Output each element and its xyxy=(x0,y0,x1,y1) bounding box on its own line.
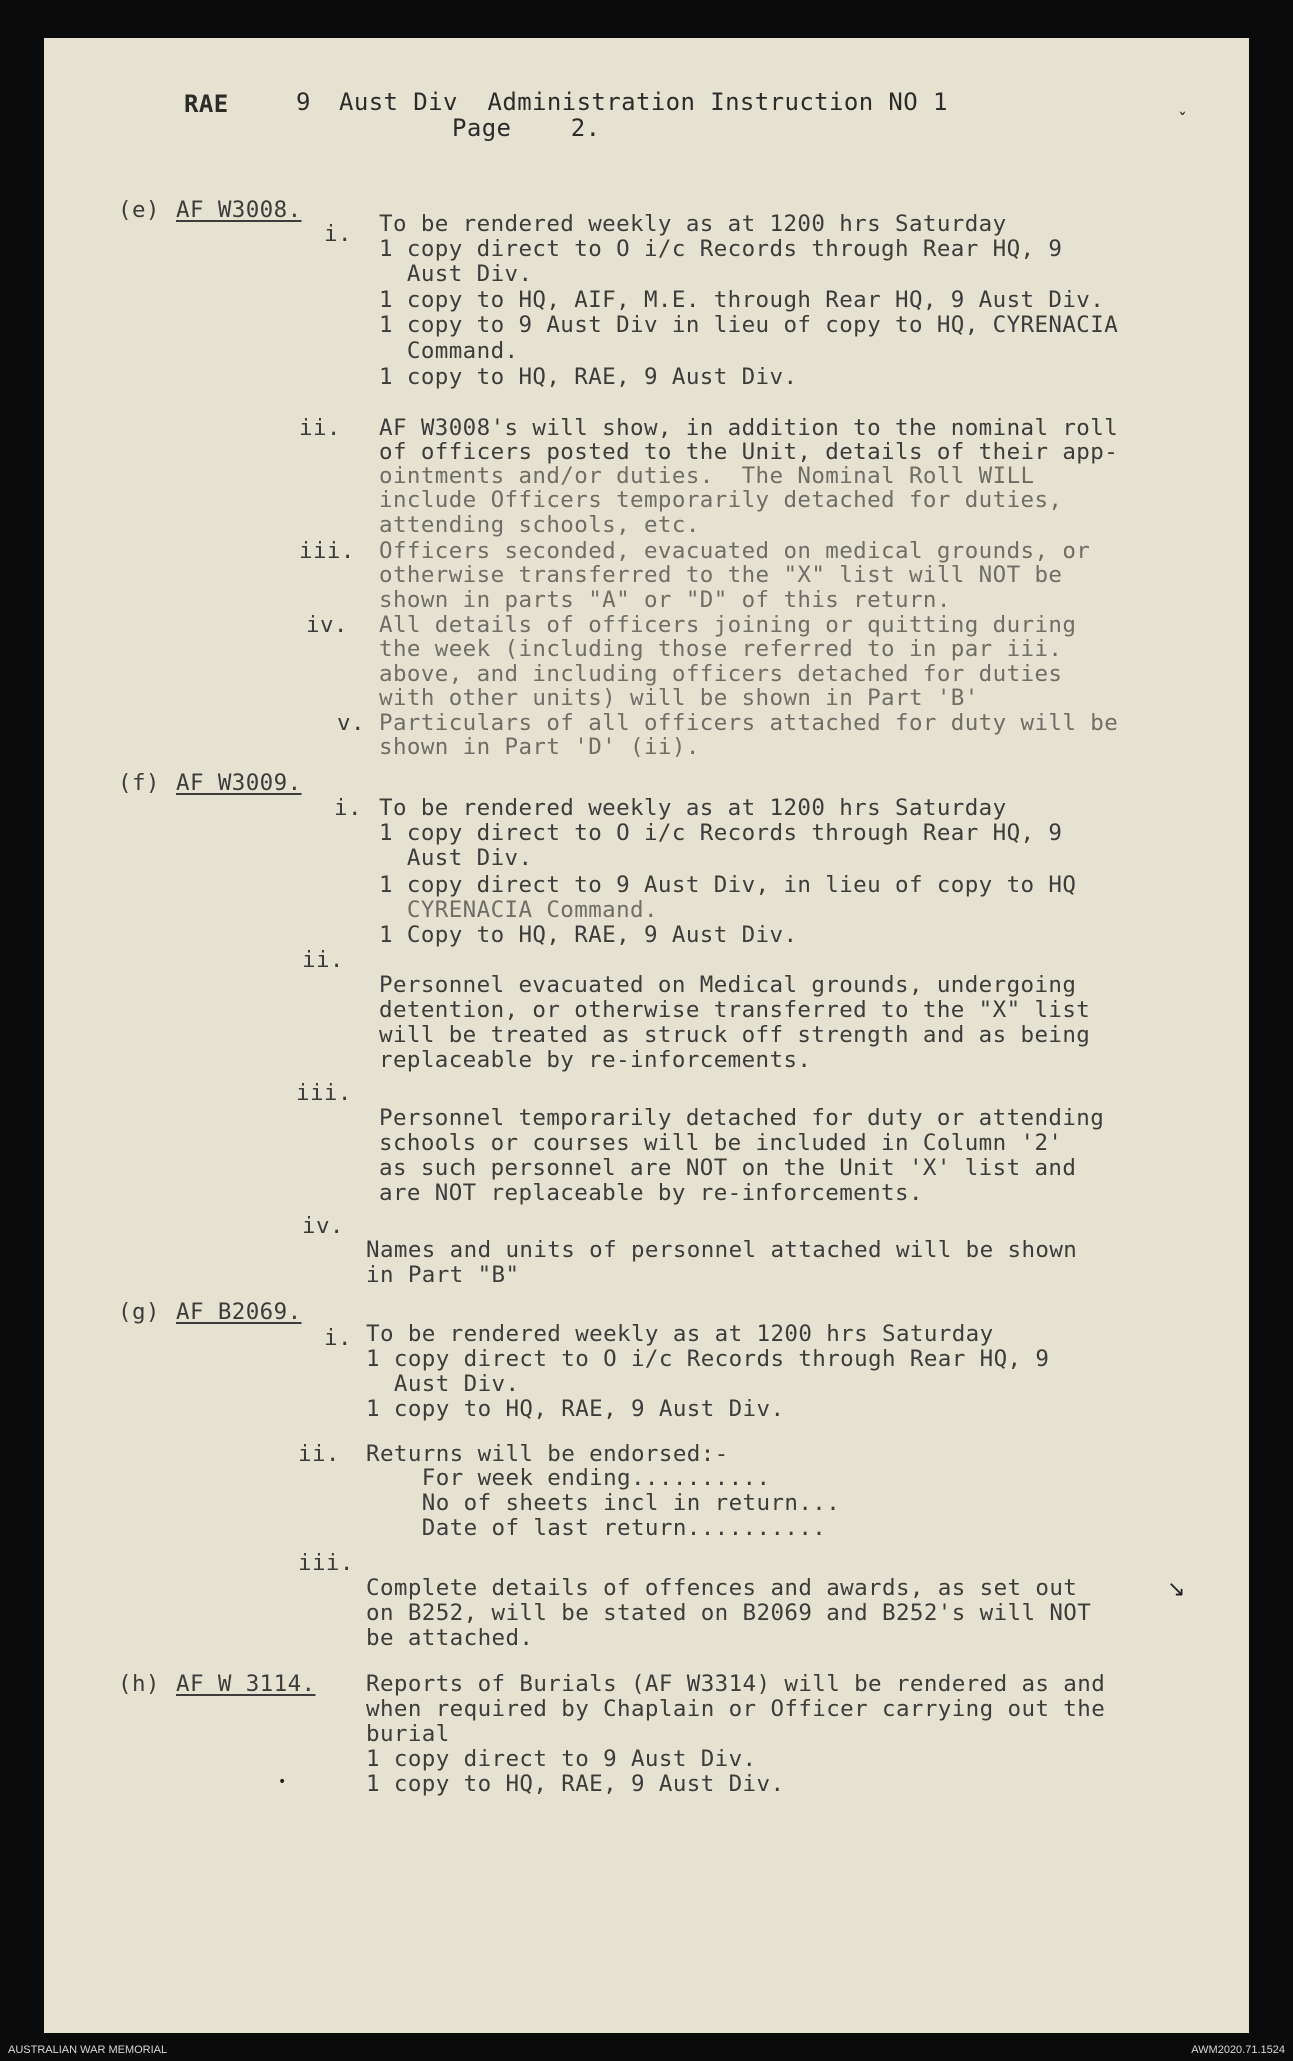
e-ii-line: AF W3008's will show, in addition to the nominal roll xyxy=(379,415,1119,441)
footer-accession-number: AWM2020.71.1524 xyxy=(1191,2044,1285,2056)
h-line: 1 copy to HQ, RAE, 9 Aust Div. xyxy=(366,1771,785,1797)
f-i-line: Aust Div. xyxy=(379,845,533,871)
e-i-num: i. xyxy=(324,221,352,247)
footer-institution: AUSTRALIAN WAR MEMORIAL xyxy=(8,2044,168,2056)
f-ii-line: will be treated as struck off strength and as being xyxy=(379,1022,1091,1048)
h-line: burial xyxy=(366,1721,450,1747)
f-iii-line: schools or courses will be included in Column '2' xyxy=(379,1130,1063,1156)
header-div: 9 xyxy=(296,88,311,116)
f-iii-line: as such personnel are NOT on the Unit 'X' list and xyxy=(379,1155,1077,1181)
g-ii-num: ii. xyxy=(298,1441,340,1467)
g-ii-line: Date of last return.......... xyxy=(366,1515,827,1541)
section-f-heading: AF W3009. xyxy=(176,770,302,796)
g-iii-line: Complete details of offences and awards, as set out xyxy=(366,1575,1078,1601)
f-ii-num: ii. xyxy=(302,947,344,973)
g-iii-line: be attached. xyxy=(366,1625,534,1651)
e-iv-line: above, and including officers detached for duties xyxy=(379,661,1063,687)
header-page: Page 2. xyxy=(452,114,601,142)
e-i-line: Aust Div. xyxy=(379,261,533,287)
e-ii-line: attending schools, etc. xyxy=(379,512,700,538)
f-i-line: To be rendered weekly as at 1200 hrs Saturday xyxy=(379,795,1007,821)
g-ii-line: For week ending.......... xyxy=(366,1465,771,1491)
document-page xyxy=(44,38,1249,2033)
e-i-line: 1 copy to HQ, RAE, 9 Aust Div. xyxy=(379,364,798,390)
h-line: when required by Chaplain or Officer carrying out the xyxy=(366,1696,1106,1722)
e-v-line: Particulars of all officers attached for duty will be xyxy=(379,710,1119,736)
g-i-line: 1 copy to HQ, RAE, 9 Aust Div. xyxy=(366,1396,785,1422)
e-iii-line: otherwise transferred to the "X" list will NOT be xyxy=(379,562,1063,588)
header-unit: RAE xyxy=(184,90,229,118)
e-ii-line: ointments and/or duties. The Nominal Roll WILL xyxy=(379,463,1035,489)
f-iv-line: in Part "B" xyxy=(366,1262,520,1288)
section-h-heading: AF W 3114. xyxy=(176,1671,316,1697)
e-ii-line: of officers posted to the Unit, details of their app- xyxy=(379,439,1119,465)
g-ii-line: No of sheets incl in return... xyxy=(366,1490,841,1516)
section-f-prefix: (f) xyxy=(118,770,160,796)
dot-mark: • xyxy=(278,1774,287,1790)
f-i-line: 1 Copy to HQ, RAE, 9 Aust Div. xyxy=(379,922,798,948)
section-g-prefix: (g) xyxy=(118,1299,160,1325)
e-v-num: v. xyxy=(337,710,365,736)
section-e-prefix: (e) xyxy=(118,197,160,223)
f-i-line: CYRENACIA Command. xyxy=(379,897,658,923)
f-i-line: 1 copy direct to 9 Aust Div, in lieu of copy to HQ xyxy=(379,872,1077,898)
e-iv-line: All details of officers joining or quitting during xyxy=(379,612,1077,638)
e-iii-line: shown in parts "A" or "D" of this return. xyxy=(379,587,951,613)
e-ii-num: ii. xyxy=(299,415,341,441)
f-iv-num: iv. xyxy=(302,1213,344,1239)
g-i-num: i. xyxy=(324,1325,352,1351)
g-i-line: Aust Div. xyxy=(366,1371,520,1397)
f-iii-num: iii. xyxy=(296,1080,352,1106)
e-i-line: 1 copy to 9 Aust Div in lieu of copy to HQ, CYRENACIA xyxy=(379,312,1119,338)
e-i-line: Command. xyxy=(379,338,519,364)
f-ii-line: Personnel evacuated on Medical grounds, undergoing xyxy=(379,972,1077,998)
h-line: Reports of Burials (AF W3314) will be rendered as and xyxy=(366,1671,1106,1697)
f-iii-line: are NOT replaceable by re-inforcements. xyxy=(379,1180,923,1206)
stray-mark: ˇ xyxy=(1178,110,1187,131)
e-iv-line: the week (including those referred to in par iii. xyxy=(379,636,1063,662)
f-i-num: i. xyxy=(334,795,362,821)
f-i-line: 1 copy direct to O i/c Records through Rear HQ, 9 xyxy=(379,820,1063,846)
e-iv-num: iv. xyxy=(306,612,348,638)
f-ii-line: detention, or otherwise transferred to the "X" list xyxy=(379,997,1091,1023)
section-h-prefix: (h) xyxy=(118,1671,160,1697)
e-iii-num: iii. xyxy=(299,538,355,564)
e-i-line: To be rendered weekly as at 1200 hrs Saturday xyxy=(379,211,1007,237)
e-ii-line: include Officers temporarily detached for duties, xyxy=(379,487,1063,513)
g-i-line: To be rendered weekly as at 1200 hrs Saturday xyxy=(366,1321,994,1347)
f-iv-line: Names and units of personnel attached will be shown xyxy=(366,1237,1078,1263)
section-e-heading: AF W3008. xyxy=(176,197,302,223)
pencil-mark-icon: ↘ xyxy=(1167,1577,1186,1602)
e-i-line: 1 copy to HQ, AIF, M.E. through Rear HQ, 9 Aust Div. xyxy=(379,287,1105,313)
f-iii-line: Personnel temporarily detached for duty or attending xyxy=(379,1105,1105,1131)
g-iii-line: on B252, will be stated on B2069 and B252's will NOT xyxy=(366,1600,1092,1626)
g-i-line: 1 copy direct to O i/c Records through Rear HQ, 9 xyxy=(366,1346,1050,1372)
h-line: 1 copy direct to 9 Aust Div. xyxy=(366,1746,757,1772)
e-iv-line: with other units) will be shown in Part 'B' xyxy=(379,685,979,711)
e-v-line: shown in Part 'D' (ii). xyxy=(379,734,700,760)
header-title: Aust Div Administration Instruction NO 1 xyxy=(339,88,948,116)
e-iii-line: Officers seconded, evacuated on medical grounds, or xyxy=(379,538,1091,564)
e-i-line: 1 copy direct to O i/c Records through Rear HQ, 9 xyxy=(379,236,1063,262)
section-g-heading: AF B2069. xyxy=(176,1299,302,1325)
f-ii-line: replaceable by re-inforcements. xyxy=(379,1047,812,1073)
g-ii-line: Returns will be endorsed:- xyxy=(366,1441,729,1467)
g-iii-num: iii. xyxy=(298,1550,354,1576)
